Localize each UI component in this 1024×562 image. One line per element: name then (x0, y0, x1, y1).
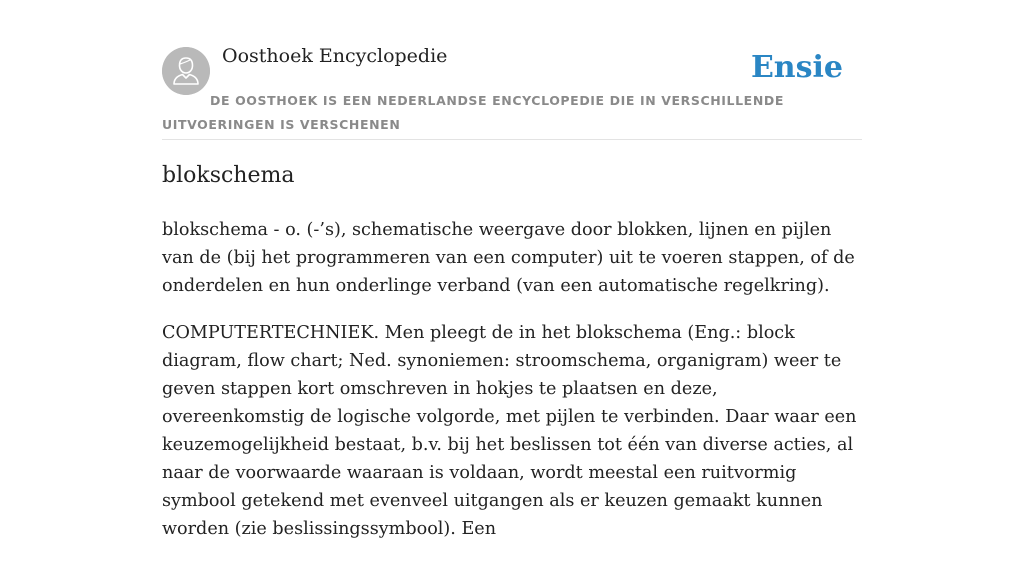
page (162, 0, 862, 539)
brand-logo[interactable]: Ensie (750, 50, 843, 85)
author-name[interactable]: Oosthoek Encyclopedie (222, 45, 448, 67)
user-icon (162, 47, 210, 95)
article-body (162, 216, 862, 562)
definition-paragraph: blokschema - o. (-’s), schematische weergave door blokken, lijnen en pijlen van de (bij het programmeren van een computer) uit te voeren stappen, of de onderdelen en hun onderlinge verband (van een automatische regelkring). (162, 220, 855, 296)
author-description: DE OOSTHOEK IS EEN NEDERLANDSE ENCYCLOPEDIE DIE IN VERSCHILLENDE UITVOERINGEN IS VERSCHENEN (162, 93, 784, 132)
avatar[interactable] (162, 47, 210, 95)
page-title: blokschema (162, 163, 295, 188)
article-paragraph: COMPUTERTECHNIEK. Men pleegt de in het blokschema (Eng.: block diagram, flow chart; Ned. synoniemen: stroomschema, organigram) weer te geven stappen kort omschreven in hokjes te plaatsen en deze, overeenkomstig de logische volgorde, met pijlen te verbinden. Daar waar een keuzemogelijkheid bestaat, b.v. bij het beslissen tot één van diverse acties, al naar de voorwaarde waaraan is voldaan, wordt meestal een ruitvormig symbool getekend met evenveel uitgangen als er keuzen gemaakt kunnen worden (zie beslissingssymbool). Een (162, 323, 857, 539)
header (162, 0, 862, 140)
